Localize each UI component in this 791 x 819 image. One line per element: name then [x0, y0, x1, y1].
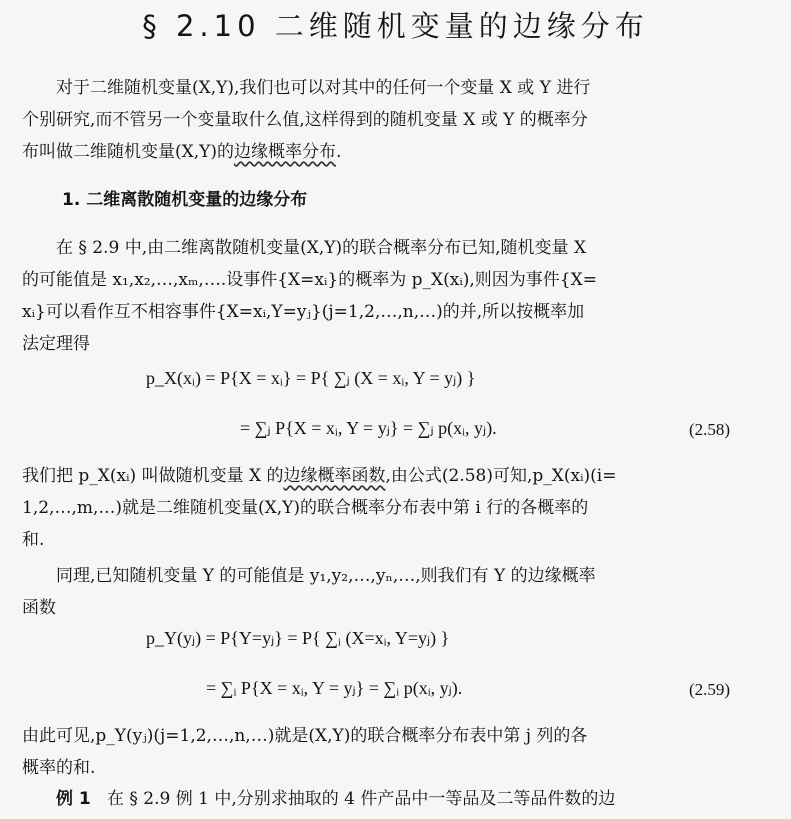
paragraph-marginal-function	[22, 460, 774, 556]
para3-line-1: 同理,已知随机变量 Y 的可能值是 y₁,y₂,…,yₙ,…,则我们有 Y 的边缘概率	[56, 566, 596, 586]
equation-2-59-line-2: = ∑ᵢ P{X = xᵢ, Y = yⱼ} = ∑ᵢ p(xᵢ, yⱼ).	[206, 678, 463, 698]
term-marginal-probability-function: 边缘概率函数	[283, 466, 386, 486]
para1-line-4: 法定理得	[22, 334, 90, 354]
equation-number-2-59: (2.59)	[689, 680, 731, 699]
term-marginal-distribution: 边缘概率分布	[234, 142, 336, 162]
equation-2-59-line-1: p_Y(yⱼ) = P{Y=yⱼ} = P{ ∑ᵢ (X=xᵢ, Y=yⱼ) }	[146, 628, 450, 648]
section-title: § 2.10 二维随机变量的边缘分布	[142, 9, 649, 43]
equation-2-58-line-1: p_X(xᵢ) = P{X = xᵢ} = P{ ∑ⱼ (X = xᵢ, Y = yⱼ) }	[146, 368, 476, 388]
subsection-heading: 1. 二维离散随机变量的边缘分布	[62, 190, 308, 210]
para2-line-1: 我们把 p_X(xᵢ) 叫做随机变量 X 的边缘概率函数,由公式(2.58)可知,p_X(xᵢ)(i=	[22, 466, 617, 486]
paragraph-y-marginal	[22, 560, 774, 624]
equation-2-58-line-2: = ∑ⱼ P{X = xᵢ, Y = yⱼ} = ∑ⱼ p(xᵢ, yⱼ).	[240, 418, 497, 438]
intro-paragraph	[22, 72, 774, 168]
para1-line-2: 的可能值是 x₁,x₂,…,xₘ,….设事件{X=xᵢ}的概率为 p_X(xᵢ),则因为事件{X=	[22, 270, 597, 290]
para4-line-2: 概率的和.	[22, 758, 96, 778]
paragraph-discrete	[22, 232, 774, 360]
para1-line-3: xᵢ}可以看作互不相容事件{X=xᵢ,Y=yⱼ}(j=1,2,…,n,…)的并,所以按概率加	[22, 302, 585, 322]
paragraph-conclusion	[22, 720, 774, 784]
intro-line-1: 对于二维随机变量(X,Y),我们也可以对其中的任何一个变量 X 或 Y 进行	[56, 78, 591, 98]
para3-line-2: 函数	[22, 598, 56, 618]
equation-number-2-58: (2.58)	[689, 420, 731, 439]
intro-line-3: 布叫做二维随机变量(X,Y)的边缘概率分布.	[22, 142, 342, 162]
example-1	[22, 783, 774, 815]
example-text: 在 § 2.9 例 1 中,分别求抽取的 4 件产品中一等品及二等品件数的边	[106, 789, 616, 809]
example-label: 例 1	[56, 789, 91, 809]
para2-line-2: 1,2,…,m,…)就是二维随机变量(X,Y)的联合概率分布表中第 i 行的各概率的	[22, 498, 589, 518]
intro-line-2: 个别研究,而不管另一个变量取什么值,这样得到的随机变量 X 或 Y 的概率分	[22, 110, 588, 130]
para1-line-1: 在 § 2.9 中,由二维离散随机变量(X,Y)的联合概率分布已知,随机变量 X	[56, 238, 587, 258]
para4-line-1: 由此可见,p_Y(yⱼ)(j=1,2,…,n,…)就是(X,Y)的联合概率分布表中第 j 列的各	[22, 726, 588, 746]
para2-line-3: 和.	[22, 530, 45, 550]
